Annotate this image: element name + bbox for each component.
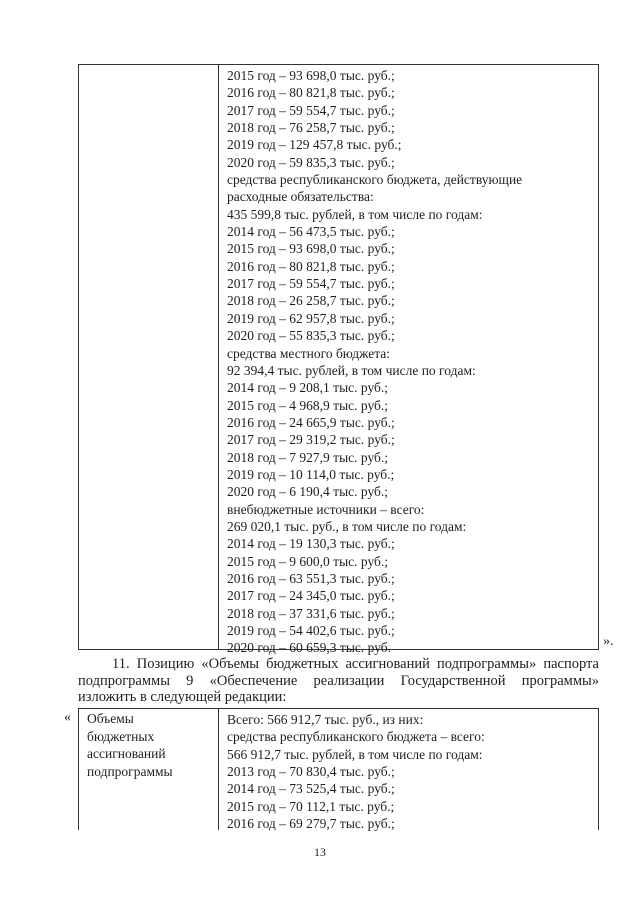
budget-line: 2020 год – 55 835,3 тыс. руб.;: [227, 328, 395, 344]
budget-line: 2020 год – 59 835,3 тыс. руб.;: [227, 154, 395, 170]
budget-line: 2020 год – 60 659,3 тыс. руб.: [227, 640, 392, 656]
budget-line: 2015 год – 70 112,1 тыс. руб.;: [227, 798, 395, 814]
budget-line: средства республиканского бюджета, действующие: [227, 172, 523, 188]
budget-line: 2016 год – 80 821,8 тыс. руб.;: [227, 85, 395, 101]
budget-line: 2016 год – 69 279,7 тыс. руб.;: [227, 816, 395, 832]
budget-line: 2019 год – 129 457,8 тыс. руб.;: [227, 137, 402, 153]
budget-line: средства республиканского бюджета – всего:: [227, 729, 485, 745]
budget-line: 2016 год – 24 665,9 тыс. руб.;: [227, 414, 395, 430]
budget-line: 2013 год – 70 830,4 тыс. руб.;: [227, 764, 395, 780]
label-line: ассигнований: [87, 746, 166, 761]
amendment-paragraph: [78, 656, 599, 706]
budget-line: 2019 год – 62 957,8 тыс. руб.;: [227, 310, 395, 326]
budget-line: расходные обязательства:: [227, 189, 374, 205]
budget-line: 2015 год – 93 698,0 тыс. руб.;: [227, 68, 395, 83]
budget-line: 2017 год – 59 554,7 тыс. руб.;: [227, 102, 395, 118]
budget-line: 2015 год – 93 698,0 тыс. руб.;: [227, 241, 395, 257]
budget-line: 2018 год – 37 331,6 тыс. руб.;: [227, 605, 395, 621]
label-line: подпрограммы: [87, 763, 173, 779]
budget-table-continued: [78, 64, 599, 656]
budget-line: 2020 год – 6 190,4 тыс. руб.;: [227, 484, 389, 500]
budget-line: 2018 год – 7 927,9 тыс. руб.;: [227, 449, 389, 465]
budget-line: 2015 год – 9 600,0 тыс. руб.;: [227, 553, 389, 569]
budget-line: 2018 год – 76 258,7 тыс. руб.;: [227, 120, 395, 136]
budget-table-subprogram-9: [78, 708, 599, 830]
budget-line: 269 020,1 тыс. руб., в том числе по годам:: [227, 518, 467, 534]
budget-line: 2015 год – 4 968,9 тыс. руб.;: [227, 397, 389, 413]
budget-line: 92 394,4 тыс. рублей, в том числе по годам:: [227, 362, 476, 378]
budget-line: 566 912,7 тыс. рублей, в том числе по годам:: [227, 746, 483, 762]
budget-line: 2019 год – 54 402,6 тыс. руб.;: [227, 623, 395, 638]
budget-line: 2016 год – 63 551,3 тыс. руб.;: [227, 570, 395, 586]
closing-quote: ».: [603, 634, 614, 649]
budget-line: 2017 год – 29 319,2 тыс. руб.;: [227, 432, 395, 448]
opening-quote: «: [64, 710, 71, 725]
budget-values-column: [227, 67, 597, 657]
budget-line: 2014 год – 9 208,1 тыс. руб.;: [227, 380, 389, 396]
budget-line: 2017 год – 59 554,7 тыс. руб.;: [227, 276, 395, 292]
budget-line: 2016 год – 80 821,8 тыс. руб.;: [227, 258, 395, 274]
paragraph-line: подпрограммы 9 «Обеспечение реализации Государственной программы»: [78, 672, 599, 689]
budget-line: 2017 год – 24 345,0 тыс. руб.;: [227, 588, 395, 604]
budget-line: 2014 год – 73 525,4 тыс. руб.;: [227, 781, 395, 797]
budget-line: средства местного бюджета:: [227, 345, 391, 361]
page-number: 13: [314, 845, 326, 859]
budget-line: внебюджетные источники – всего:: [227, 501, 425, 517]
column-divider: [218, 709, 219, 830]
column-divider: [218, 65, 219, 649]
budget-label-cell: [87, 710, 215, 780]
budget-line: 2014 год – 19 130,3 тыс. руб.;: [227, 536, 395, 552]
paragraph-line: изложить в следующей редакции:: [78, 689, 287, 705]
budget-line: 2014 год – 56 473,5 тыс. руб.;: [227, 224, 395, 240]
budget-line: Всего: 566 912,7 тыс. руб., из них:: [227, 712, 424, 727]
paragraph-line: 11. Позицию «Объемы бюджетных ассигнований подпрограммы» паспорта: [112, 656, 599, 672]
budget-line: 2018 год – 26 258,7 тыс. руб.;: [227, 293, 395, 309]
budget-line: 2019 год – 10 114,0 тыс. руб.;: [227, 466, 395, 482]
budget-values-column: [227, 711, 597, 832]
label-line: Объемы: [87, 711, 134, 726]
budget-line: 435 599,8 тыс. рублей, в том числе по годам:: [227, 206, 483, 222]
label-line: бюджетных: [87, 728, 155, 744]
